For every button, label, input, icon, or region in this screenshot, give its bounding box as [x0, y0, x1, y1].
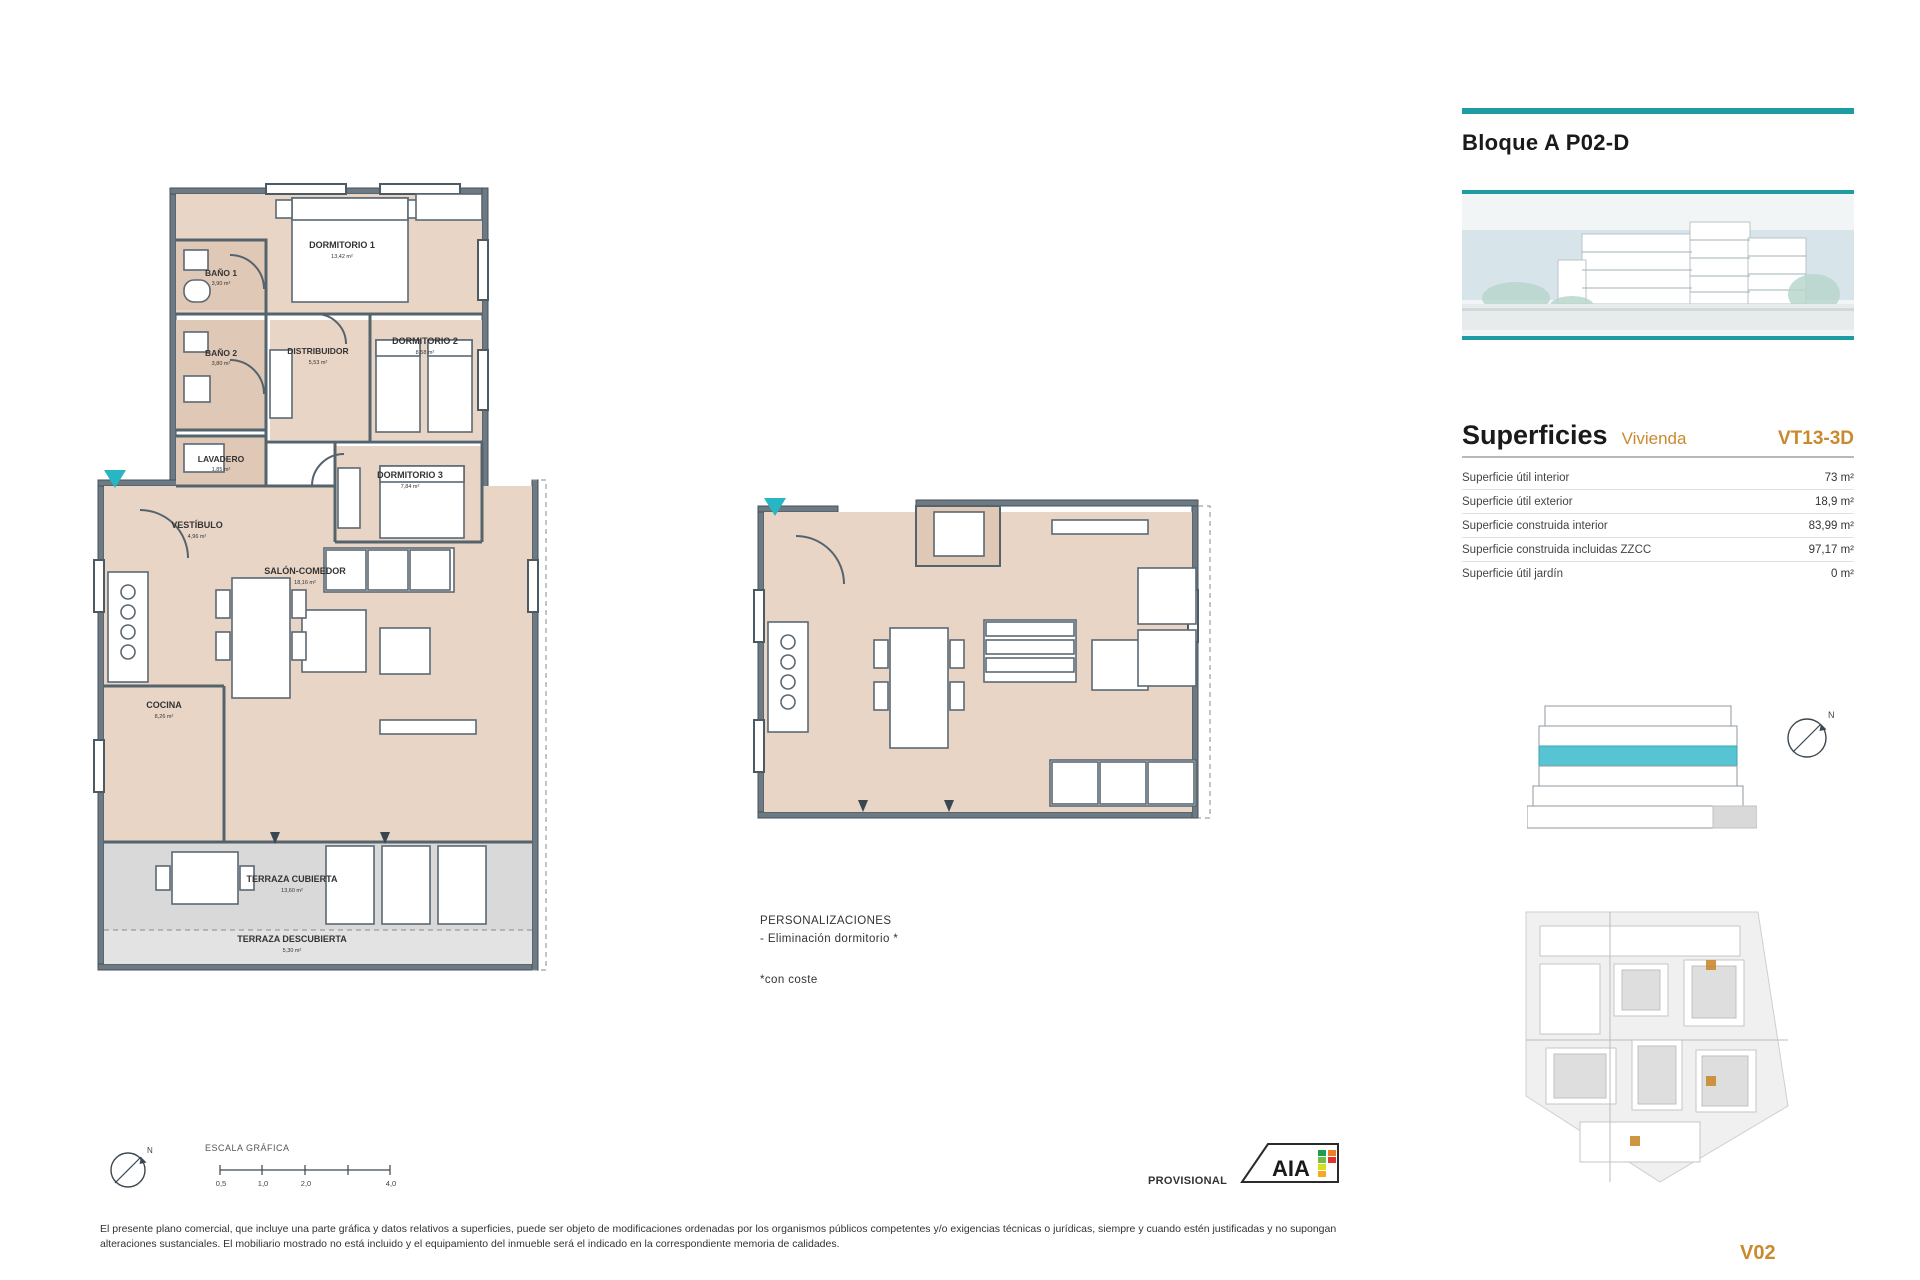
svg-text:18,16 m²: 18,16 m² [294, 580, 316, 586]
svg-text:AIA: AIA [1272, 1156, 1310, 1181]
vivienda-label: Vivienda [1621, 429, 1687, 448]
svg-text:N: N [1828, 710, 1835, 720]
svg-text:5,53 m²: 5,53 m² [308, 360, 328, 366]
table-row [1462, 466, 1854, 490]
svg-text:TERRAZA CUBIERTA: TERRAZA CUBIERTA [246, 874, 338, 884]
table-row [1462, 514, 1854, 538]
svg-text:3,90 m²: 3,90 m² [211, 281, 231, 287]
svg-text:8,58 m²: 8,58 m² [415, 350, 435, 356]
aia-logo [1238, 1138, 1348, 1190]
svg-text:1,0: 1,0 [257, 1179, 269, 1188]
superficies-table [1462, 466, 1854, 585]
row-value: 97,17 m² [1808, 543, 1854, 556]
panel-top-rule [1462, 108, 1854, 114]
row-value: 18,9 m² [1815, 495, 1854, 508]
plan-right-option [740, 480, 1320, 880]
provisional-stamp: PROVISIONAL [1148, 1175, 1228, 1187]
row-value: 73 m² [1824, 471, 1854, 484]
superficies-header [1462, 420, 1854, 451]
personalizaciones-item: - Eliminación dormitorio * [760, 933, 899, 946]
svg-text:3,80 m²: 3,80 m² [211, 361, 231, 367]
svg-text:4,96 m²: 4,96 m² [187, 534, 207, 540]
table-row [1462, 490, 1854, 514]
row-value: 0 m² [1831, 567, 1854, 580]
svg-text:5,30 m²: 5,30 m² [282, 948, 302, 954]
building-render [1462, 190, 1854, 340]
svg-text:1,85 m²: 1,85 m² [211, 467, 231, 473]
svg-text:COCINA: COCINA [146, 700, 182, 710]
version-label: V02 [1740, 1242, 1776, 1264]
table-row [1462, 562, 1854, 585]
site-plan [1510, 900, 1800, 1190]
svg-text:13,42 m²: 13,42 m² [331, 254, 353, 260]
personalizaciones-title: PERSONALIZACIONES [760, 915, 892, 927]
svg-text:4,0: 4,0 [385, 1179, 397, 1188]
svg-text:N: N [147, 1146, 153, 1155]
svg-text:VESTÍBULO: VESTÍBULO [171, 520, 223, 530]
svg-text:7,84 m²: 7,84 m² [400, 484, 420, 490]
row-label: Superficie útil exterior [1462, 495, 1573, 508]
info-panel [1462, 108, 1854, 156]
table-row [1462, 538, 1854, 562]
legal-disclaimer: El presente plano comercial, que incluye una parte gráfica y datos relativos a superficies, puede ser objeto de modificaciones ordenadas por los organismos públicos competentes y/o exigencias técnicas o jurídicas, siempre y cuando estén justificadas y no supongan alteraciones sustanciales. El mobiliario mostrado no está incluido y el equipamiento del inmueble será el indicado en la correspondiente memoria de calidades. [100, 1223, 1337, 1251]
row-label: Superficie construida interior [1462, 519, 1608, 532]
graphic-scale [100, 1140, 520, 1200]
superficies-label: Superficies [1462, 420, 1608, 450]
svg-text:BAÑO 1: BAÑO 1 [204, 268, 238, 278]
svg-text:DORMITORIO 3: DORMITORIO 3 [377, 470, 443, 480]
svg-text:0,5: 0,5 [215, 1179, 227, 1188]
svg-text:13,60 m²: 13,60 m² [281, 888, 303, 894]
scale-caption: ESCALA GRÁFICA [205, 1143, 290, 1153]
compass-icon [1775, 700, 1845, 770]
panel-title: Bloque A P02-D [1462, 130, 1630, 155]
svg-text:2,0: 2,0 [300, 1179, 312, 1188]
building-section-diagram [1527, 700, 1757, 860]
vivienda-code: VT13-3D [1777, 428, 1854, 449]
svg-text:TERRAZA DESCUBIERTA: TERRAZA DESCUBIERTA [237, 934, 347, 944]
plan-left [80, 180, 640, 1040]
superficies-divider [1462, 456, 1854, 458]
svg-text:8,26 m²: 8,26 m² [154, 714, 174, 720]
svg-text:DISTRIBUIDOR: DISTRIBUIDOR [287, 346, 349, 356]
svg-text:DORMITORIO 1: DORMITORIO 1 [309, 240, 375, 250]
row-value: 83,99 m² [1808, 519, 1854, 532]
row-label: Superficie útil jardín [1462, 567, 1563, 580]
personalizaciones-note: *con coste [760, 973, 818, 986]
svg-text:SALÓN-COMEDOR: SALÓN-COMEDOR [264, 566, 346, 576]
svg-text:BAÑO 2: BAÑO 2 [204, 348, 238, 358]
row-label: Superficie útil interior [1462, 471, 1570, 484]
svg-text:DORMITORIO 2: DORMITORIO 2 [392, 336, 458, 346]
svg-text:LAVADERO: LAVADERO [197, 454, 245, 464]
personalizaciones-block [760, 912, 898, 989]
row-label: Superficie construida incluidas ZZCC [1462, 543, 1652, 556]
